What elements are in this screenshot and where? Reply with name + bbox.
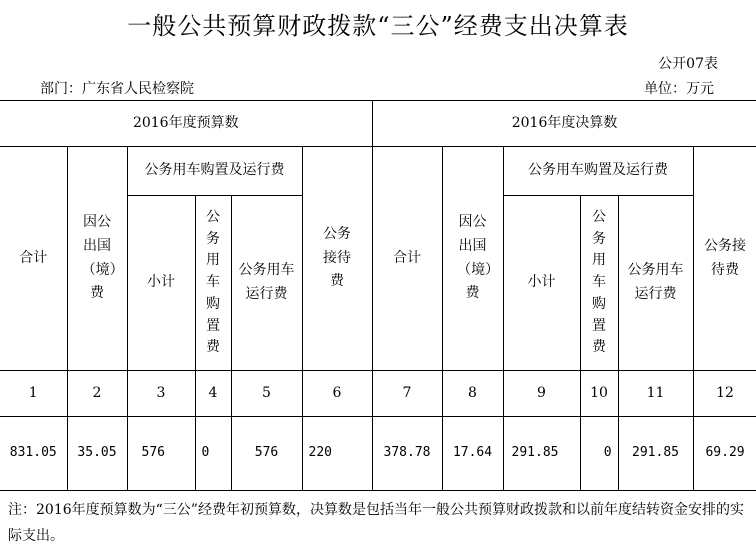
budget-subtotal-header: 小计 — [127, 196, 195, 371]
value-cell: 69.29 — [693, 417, 756, 491]
value-cell: 831.05 — [0, 417, 67, 491]
col-number: 3 — [127, 371, 195, 417]
budget-operation-header — [231, 196, 302, 371]
col-number: 5 — [231, 371, 302, 417]
final-reception-header — [693, 147, 756, 371]
final-header: 2016年度决算数 — [372, 101, 756, 147]
col-number: 4 — [195, 371, 231, 417]
final-purchase-label: 公务用车购置费 — [592, 209, 606, 356]
value-cell: 576 — [127, 417, 195, 491]
department-label: 部门：广东省人民检察院 — [40, 81, 194, 97]
final-purchase-header — [580, 196, 618, 371]
budget-purchase-header — [195, 196, 231, 371]
col-number: 8 — [442, 371, 503, 417]
value-cell: 0 — [580, 417, 618, 491]
budget-purchase-label: 公务用车购置费 — [205, 209, 220, 356]
budget-abroad-header — [67, 147, 127, 371]
col-number: 12 — [693, 371, 756, 417]
value-cell: 220 — [302, 417, 372, 491]
final-operation-label: 公务用车运行费 — [627, 262, 684, 302]
form-number: 公开07表 — [658, 56, 718, 72]
final-vehicle-group-header: 公务用车购置及运行费 — [503, 147, 693, 196]
value-cell: 17.64 — [442, 417, 503, 491]
value-cell: 0 — [195, 417, 231, 491]
budget-reception-label: 公务接待费 — [323, 225, 351, 290]
final-total-header: 合计 — [372, 147, 442, 371]
col-number: 7 — [372, 371, 442, 417]
value-cell: 35.05 — [67, 417, 127, 491]
expenditure-table — [0, 100, 756, 491]
unit-label: 单位：万元 — [644, 81, 714, 97]
final-reception-label: 公务接待费 — [704, 237, 747, 278]
page-title: 一般公共预算财政拨款“三公”经费支出决算表 — [127, 12, 629, 40]
budget-header: 2016年度预算数 — [0, 101, 372, 147]
budget-operation-label: 公务用车运行费 — [238, 262, 295, 302]
value-cell: 378.78 — [372, 417, 442, 491]
col-number: 1 — [0, 371, 67, 417]
budget-reception-header — [302, 147, 372, 371]
col-number: 10 — [580, 371, 618, 417]
value-cell: 576 — [231, 417, 302, 491]
footnote: 注：2016年度预算数为“三公”经费年初预算数，决算数是包括当年一般公共预算财政拨款和以前年度结转资金安排的实际支出。 — [8, 502, 744, 544]
budget-total-header: 合计 — [0, 147, 67, 371]
col-number: 6 — [302, 371, 372, 417]
final-subtotal-header: 小计 — [503, 196, 580, 371]
final-abroad-label: 因公出国（境）费 — [457, 213, 500, 302]
col-number: 9 — [503, 371, 580, 417]
col-number: 11 — [618, 371, 693, 417]
col-number: 2 — [67, 371, 127, 417]
final-operation-header — [618, 196, 693, 371]
budget-vehicle-group-header: 公务用车购置及运行费 — [127, 147, 302, 196]
budget-abroad-label: 因公出国（境）费 — [81, 213, 124, 302]
value-cell: 291.85 — [618, 417, 693, 491]
value-cell: 291.85 — [503, 417, 580, 491]
final-abroad-header — [442, 147, 503, 371]
